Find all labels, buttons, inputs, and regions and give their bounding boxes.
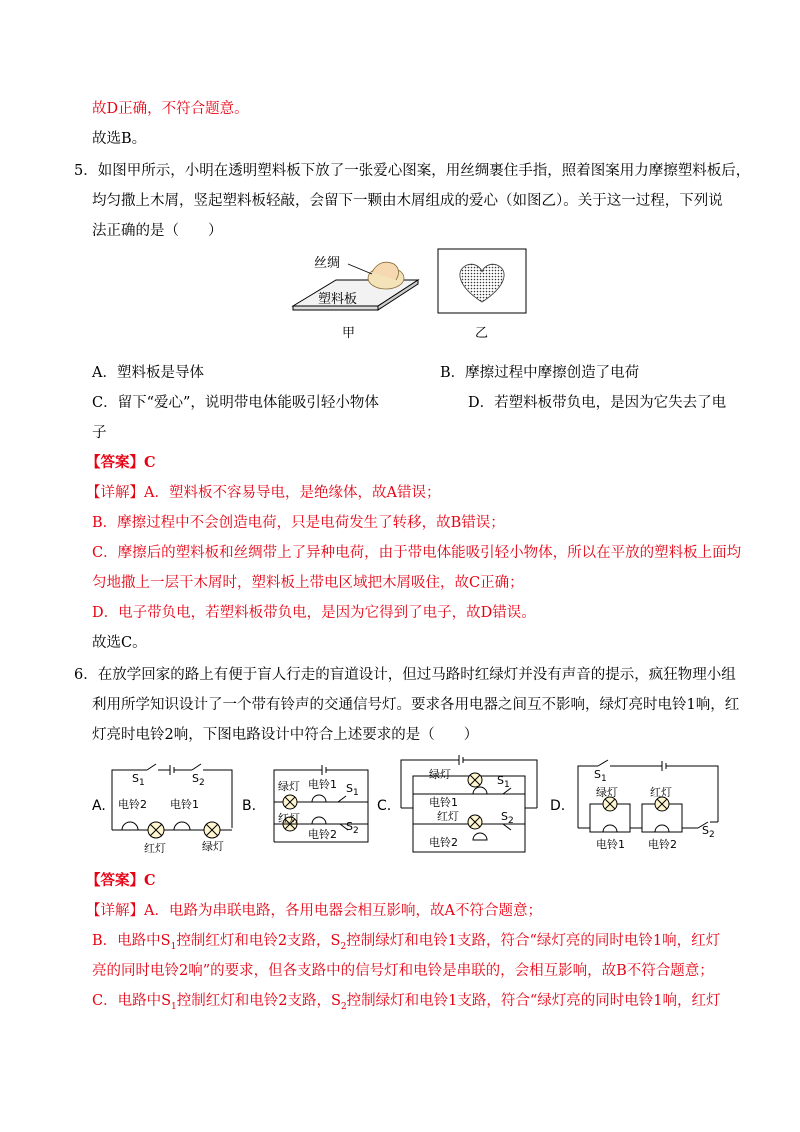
circuit-b-bell2: 电铃2	[308, 828, 337, 841]
q5-answer: 【答案】C	[86, 454, 156, 471]
q5-explanation-c: C．摩擦后的塑料板和丝绸带上了异种电荷，由于带电体能吸引轻小物体，所以在平放的塑料板上面均	[92, 545, 742, 561]
circuit-d-diagram	[550, 758, 725, 858]
circuit-b-green: 绿灯	[278, 780, 300, 793]
q6-stem-line2: 利用所学知识设计了一个带有铃声的交通信号灯。要求各用电器之间互不影响，绿灯亮时电铃1响，红	[92, 697, 740, 713]
q6-answer: 【答案】C	[86, 872, 156, 889]
circuit-c-bell1: 电铃1	[429, 796, 458, 809]
q5-option-a: A．塑料板是导体	[92, 365, 204, 381]
circuit-c-red: 红灯	[437, 810, 459, 823]
q6-explanation-b: B．电路中$S_1$控制红灯和电铃2支路，$S_2$控制绿灯和电铃1支路，符合“绿灯亮的同时电铃1响，红灯	[92, 933, 721, 952]
q5-option-b: B．摩擦过程中摩擦创造了电荷	[440, 365, 640, 381]
circuit-a-label: A.	[92, 798, 106, 814]
circuit-b-label: B.	[242, 798, 257, 814]
q5-explanation-c-cont: 匀地撒上一层干木屑时，塑料板上带电区域把木屑吸住，故C正确；	[92, 575, 524, 591]
q6-explanation-c: C．电路中$S_1$控制红灯和电铃2支路，$S_2$控制绿灯和电铃1支路，符合“绿灯亮的同时电铃1响，红灯	[92, 993, 721, 1012]
circuit-d-s1: $S_1$	[594, 768, 607, 785]
heart-board-drawing	[437, 248, 527, 318]
circuit-c-bell2: 电铃2	[429, 836, 458, 849]
circuit-c	[377, 752, 547, 856]
figure-yi-caption: 乙	[475, 326, 489, 341]
q5-stem-line3: 法正确的是（ ）	[92, 223, 223, 239]
figure-jia-caption: 甲	[342, 326, 356, 341]
board-label: 塑料板	[318, 292, 358, 307]
circuit-d-red: 红灯	[650, 786, 672, 799]
q6-stem-line3: 灯亮时电铃2响，下图电路设计中符合上述要求的是（ ）	[92, 727, 479, 743]
prev-conclusion: 故D正确，不符合题意。	[92, 101, 249, 117]
circuit-b	[242, 758, 377, 858]
q5-explanation-a: 【详解】A．塑料板不容易导电，是绝缘体，故A错误；	[86, 485, 441, 501]
circuit-b-s2: $S_2$	[346, 820, 359, 837]
circuit-d-label: D.	[550, 798, 566, 814]
circuit-c-green: 绿灯	[429, 768, 451, 781]
q5-select: 故选C。	[92, 635, 147, 651]
circuit-c-s1: $S_1$	[497, 774, 510, 791]
silk-label: 丝绸	[314, 256, 341, 271]
circuit-d	[550, 758, 725, 858]
circuit-d-s2: $S_2$	[702, 824, 715, 841]
circuit-d-bell1: 电铃1	[596, 838, 625, 851]
circuit-c-label: C.	[377, 798, 392, 814]
circuit-a-red: 红灯	[144, 842, 166, 855]
prev-select: 故选B。	[92, 131, 147, 147]
q5-stem-line2: 均匀撒上木屑，竖起塑料板轻敲，会留下一颗由木屑组成的爱心（如图乙）。关于这一过程，下列说	[92, 193, 723, 209]
circuit-d-bell2: 电铃2	[648, 838, 677, 851]
figure-yi	[437, 248, 527, 343]
q6-explanation-b-cont: 亮的同时电铃2响”的要求，但各支路中的信号灯和电铃是串联的，会相互影响，故B不符合题意；	[92, 963, 714, 979]
circuit-a-green: 绿灯	[202, 840, 224, 853]
q6-stem-line1: 6．在放学回家的路上有便于盲人行走的盲道设计，但过马路时红绿灯并没有声音的提示，疯狂物理小组	[74, 667, 736, 683]
circuit-a-s2: $S_2$	[192, 772, 205, 789]
q6-explanation-a: 【详解】A．电路为串联电路，各用电器会相互影响，故A不符合题意；	[86, 903, 542, 919]
q5-option-d: D．若塑料板带负电，是因为它失去了电	[468, 395, 727, 411]
q5-stem-line1: 5．如图甲所示，小明在透明塑料板下放了一张爱心图案，用丝绸裹住手指，照着图案用力摩擦塑料板后，	[74, 163, 751, 179]
q5-option-c: C．留下“爱心”，说明带电体能吸引轻小物体	[92, 395, 379, 411]
circuit-b-s1: $S_1$	[346, 782, 359, 799]
circuit-b-bell1: 电铃1	[308, 778, 337, 791]
circuit-a-bell1: 电铃1	[170, 798, 199, 811]
circuit-c-diagram	[377, 752, 547, 856]
circuit-a	[92, 758, 242, 858]
circuit-a-bell2: 电铃2	[118, 798, 147, 811]
q5-option-d-cont: 子	[92, 425, 107, 441]
circuit-a-s1: $S_1$	[132, 772, 145, 789]
circuit-b-red: 红灯	[278, 812, 300, 825]
circuit-d-green: 绿灯	[596, 786, 618, 799]
figure-jia	[288, 248, 423, 343]
q5-explanation-d: D．电子带负电，若塑料板带负电，是因为它得到了电子，故D错误。	[92, 605, 536, 621]
circuit-c-s2: $S_2$	[501, 810, 514, 827]
circuit-b-diagram	[242, 758, 377, 858]
q5-explanation-b: B．摩擦过程中不会创造电荷，只是电荷发生了转移，故B错误；	[92, 515, 505, 531]
